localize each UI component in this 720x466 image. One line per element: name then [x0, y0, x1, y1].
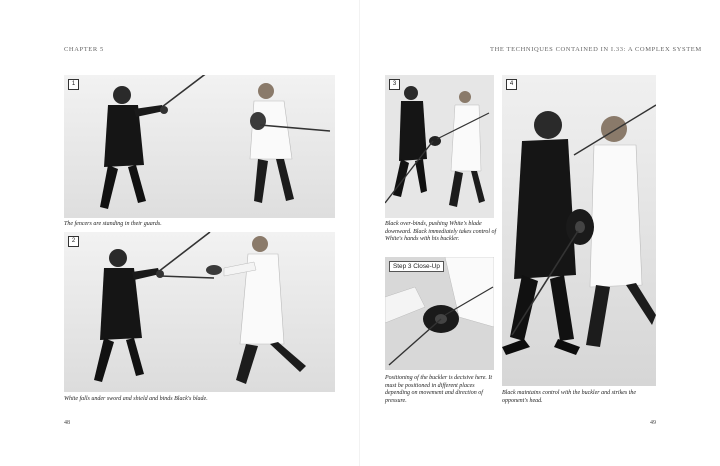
- page-gutter: [359, 0, 360, 466]
- closeup-caption: Positioning of the buckler is decisive here. It must be positioned in different places depending on movement and direction of pressure.: [385, 375, 493, 404]
- page-number-right: 49: [650, 420, 656, 426]
- photo-number: 2: [68, 236, 79, 247]
- running-header-left: CHAPTER 5: [64, 46, 104, 53]
- photo-2-caption: White falls under sword and shield and binds Black's blade.: [64, 396, 208, 402]
- closeup-label: Step 3 Close-Up: [389, 261, 444, 272]
- running-header-right: THE TECHNIQUES CONTAINED IN I.33: A COMPLEX SYSTEM: [490, 46, 702, 53]
- photo-4-caption: Black maintains control with the buckler and strikes the opponent's head.: [502, 390, 637, 404]
- photo-2: [64, 232, 335, 392]
- photo-1-caption: The fencers are standing in their guards.: [64, 221, 162, 227]
- photo-4: [502, 75, 656, 386]
- closeup-photo: [385, 257, 494, 370]
- photo-number: 4: [506, 79, 517, 90]
- photo-3: [385, 75, 494, 218]
- page-number-left: 48: [64, 420, 70, 426]
- photo-1: [64, 75, 335, 218]
- photo-3-caption: Black over-binds, pushing White's blade downward. Black immediately takes control of White's hands with his buckler.: [385, 221, 497, 243]
- photo-number: 3: [389, 79, 400, 90]
- photo-number: 1: [68, 79, 79, 90]
